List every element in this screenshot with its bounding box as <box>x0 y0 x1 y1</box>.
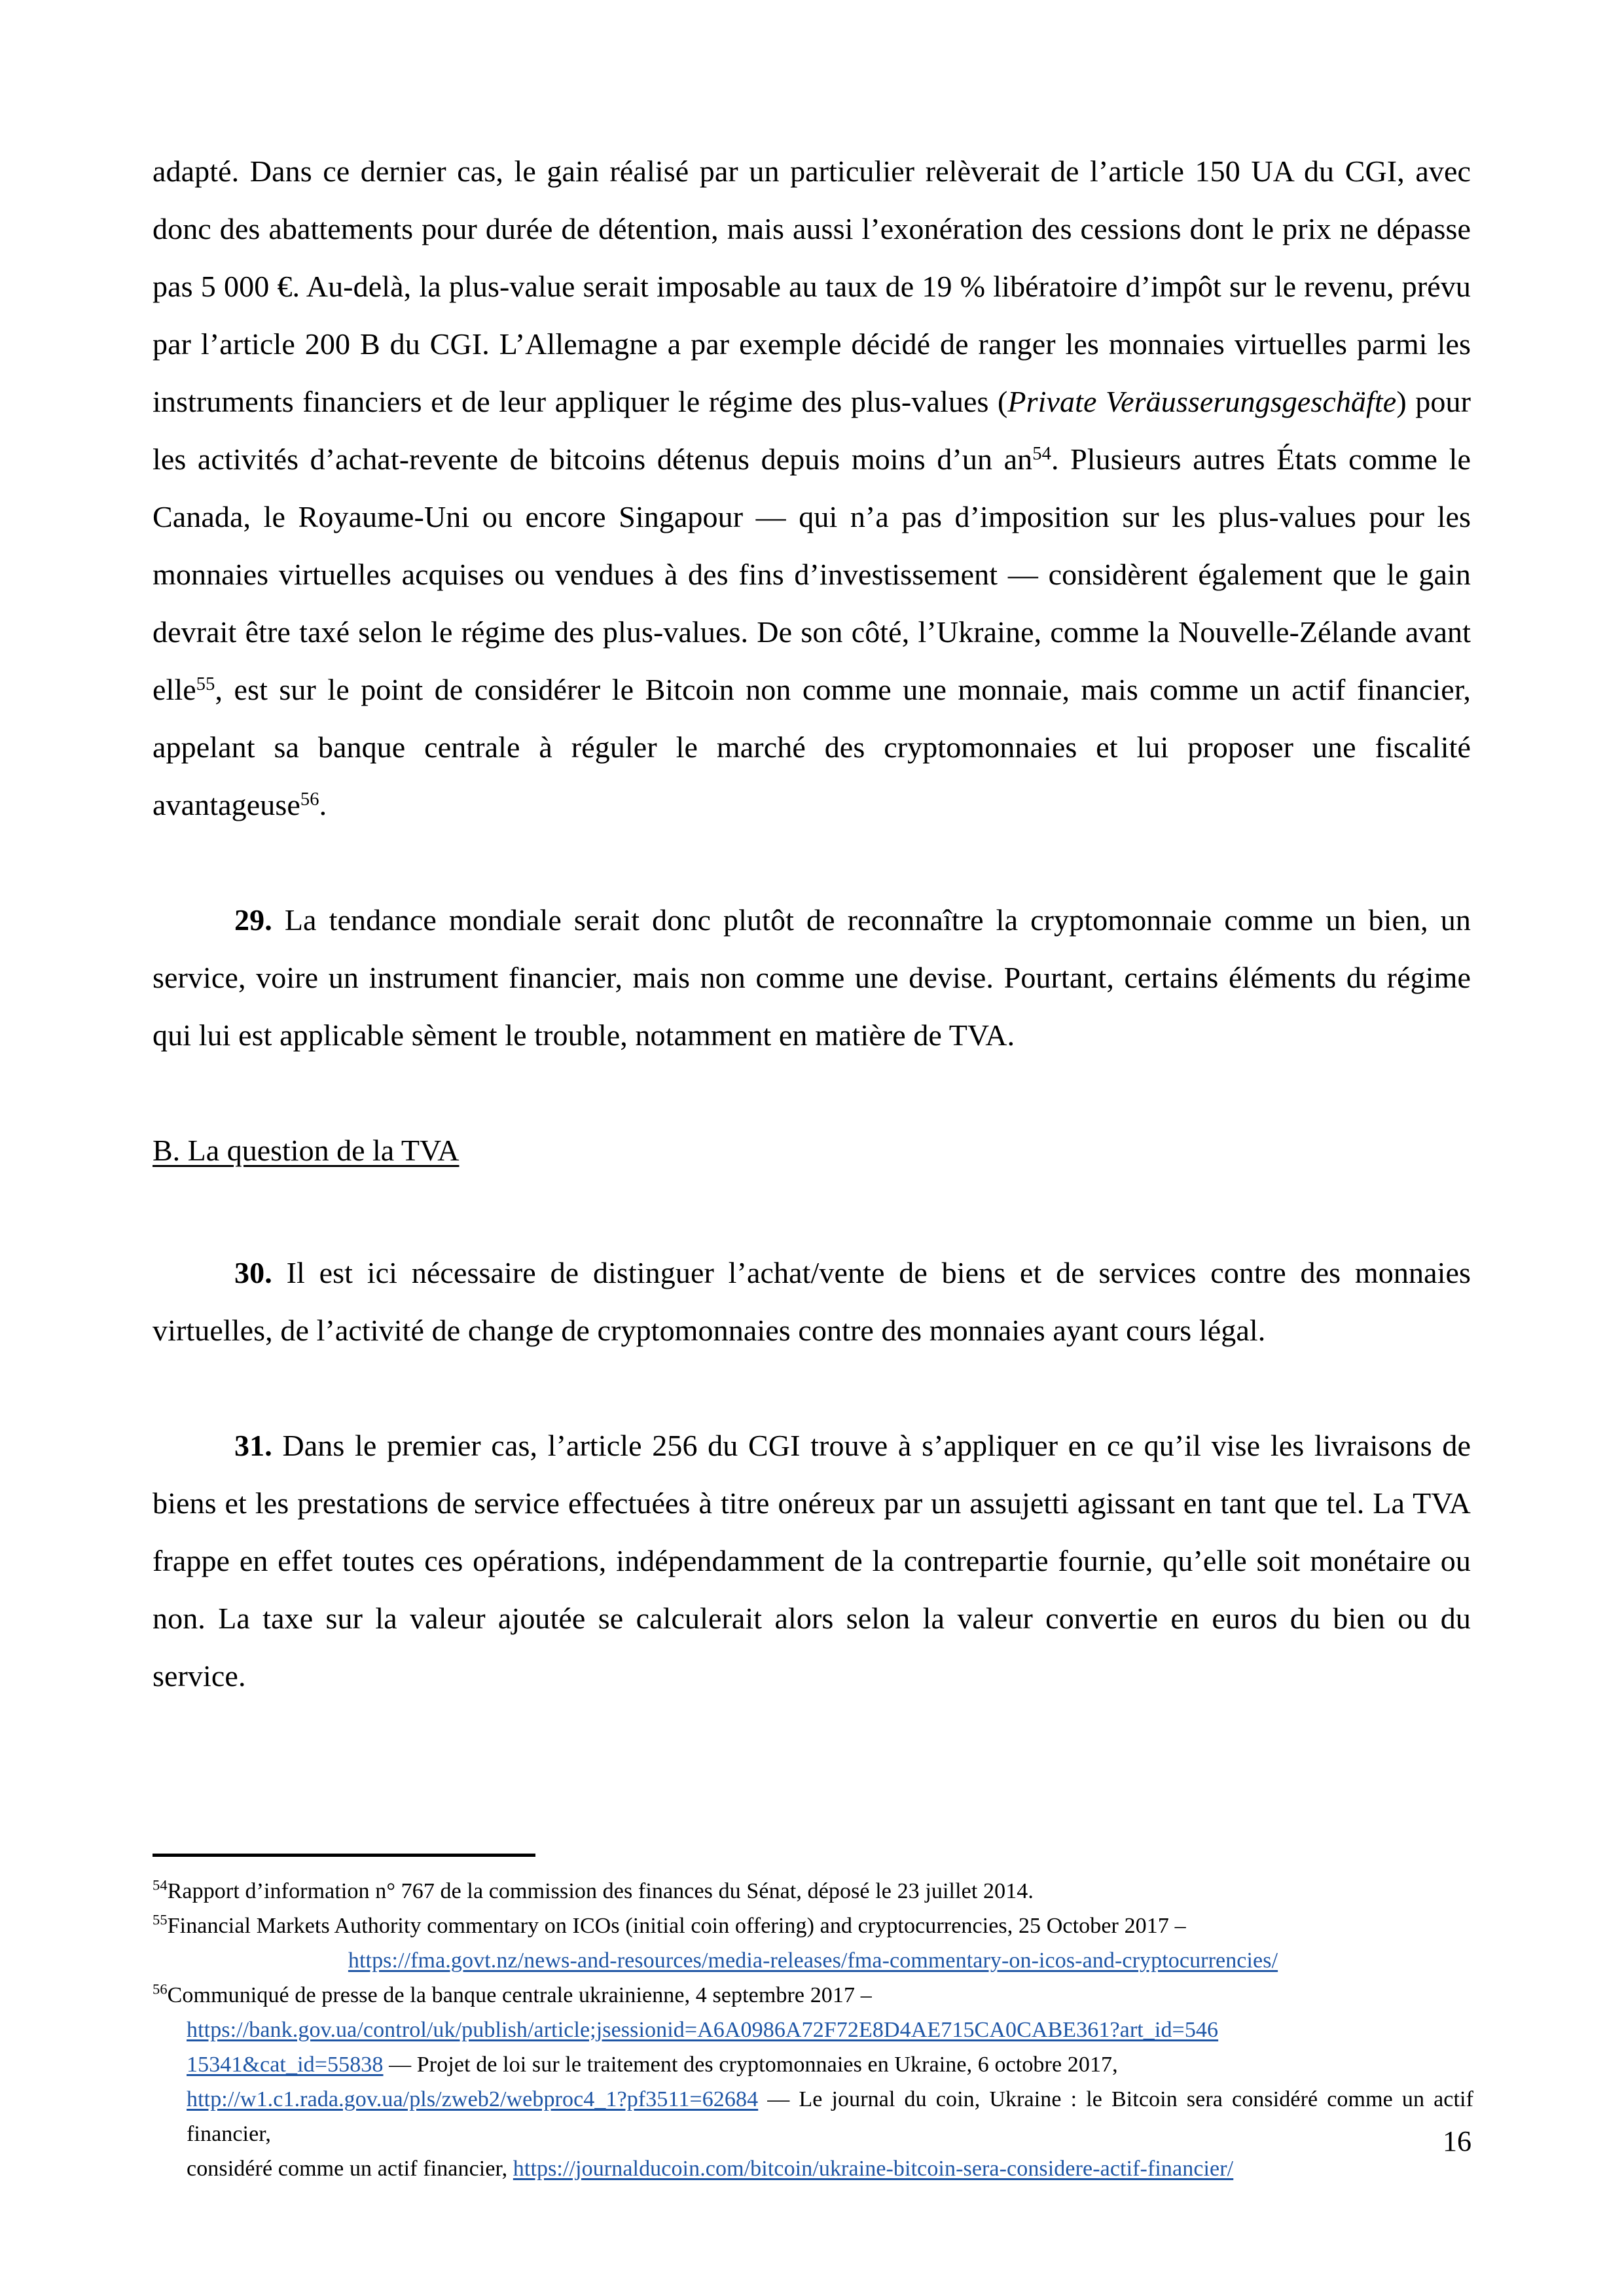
footnote-56-url-rada[interactable]: http://w1.c1.rada.gov.ua/pls/zweb2/webproc4_1?pf3511=62684 <box>187 2087 759 2111</box>
footnote-56-text-1: Communiqué de presse de la banque centrale ukrainienne, 4 septembre 2017 – <box>167 1983 872 2007</box>
footnote-marker-56: 56 <box>153 1981 168 1998</box>
section-heading-b: B. La question de la TVA <box>153 1134 460 1167</box>
footnote-56-line-1 <box>153 1978 1473 2013</box>
footnote-55-url-line <box>153 1943 1473 1978</box>
paragraph-number-30: 30. <box>234 1256 272 1289</box>
footnote-55 <box>153 1909 1473 1943</box>
footnote-56-line-4 <box>153 2151 1473 2186</box>
footnote-56-url-bank-part-1[interactable]: https://bank.gov.ua/control/uk/publish/article;jsessionid=A6A0986A72F72E8D4AE715CA0CABE361?art_id=546 <box>187 2018 1219 2042</box>
paragraph-spacer <box>153 1359 1471 1417</box>
paragraph-text-part-2: ) pour les activités d’achat-revente de bitcoins détenus depuis moins d’un an <box>153 385 1471 476</box>
footnote-54-text: Rapport d’information n° 767 de la commission des finances du Sénat, déposé le 23 juillet 2014. <box>167 1879 1034 1903</box>
footnote-ref-54[interactable]: 54 <box>1032 444 1051 465</box>
paragraph-spacer <box>153 1187 1471 1244</box>
paragraph-number-29: 29. <box>234 903 272 937</box>
footnote-56-url-journalducoin[interactable]: https://journalducoin.com/bitcoin/ukraine-bitcoin-sera-considere-actif-financier/ <box>513 2157 1234 2181</box>
paragraph-text-part-3: . Plusieurs autres États comme le Canada, le Royaume-Uni ou encore Singapour — qui n’a pas d’imposition sur les plus-values pour les monnaies virtuelles acquises ou vendues à des fins d’investissement — considèrent également que le gain devrait être taxé selon le régime des plus-values. De son côté, l’Ukraine, comme la Nouvelle-Zélande avant elle <box>153 442 1471 706</box>
paragraph-29-text: La tendance mondiale serait donc plutôt de reconnaître la cryptomonnaie comme un bien, un service, voire un instrument financier, mais non comme une devise. Pourtant, certains éléments du régime qui lui est applicable sèment le trouble, notamment en matière de TVA. <box>153 903 1471 1052</box>
footnote-56-line-2 <box>153 2047 1473 2082</box>
paragraph-31-text: Dans le premier cas, l’article 256 du CGI trouve à s’appliquer en ce qu’il vise les livraisons de biens et les prestations de service effectuées à titre onéreux par un assujetti agissant en tant que tel. La TVA frappe en effet toutes ces opérations, indépendamment de la contrepartie fournie, qu’elle soit monétaire ou non. La taxe sur la valeur ajoutée se calculerait alors selon la valeur convertie en euros du bien ou du service. <box>153 1429 1471 1693</box>
footnote-marker-54: 54 <box>153 1876 168 1893</box>
footnote-separator-rule <box>153 1854 535 1857</box>
paragraph-text-part-1: adapté. Dans ce dernier cas, le gain réalisé par un particulier relèverait de l’article 150 UA du CGI, avec donc des abattements pour durée de détention, mais aussi l’exonération des cessions dont le prix ne dépasse pas 5 000 €. Au-delà, la plus-value serait imposable au taux de 19 % libératoire d’impôt sur le revenu, prévu par l’article 200 B du CGI. L’Allemagne a par exemple décidé de ranger les monnaies virtuelles parmi les instruments financiers et de leur appliquer le régime des plus-values ( <box>153 154 1471 418</box>
paragraph-continuation <box>153 143 1471 834</box>
footnote-56-text-3: — Le journal du coin, Ukraine : le Bitcoin sera considéré comme un actif financier, <box>187 2087 1473 2146</box>
section-heading-wrapper <box>153 1122 1471 1187</box>
footnote-55-text: Financial Markets Authority commentary on ICOs (initial coin offering) and cryptocurrencies, 25 October 2017 – <box>167 1914 1186 1938</box>
paragraph-spacer <box>153 834 1471 891</box>
footnote-ref-55[interactable]: 55 <box>196 674 215 695</box>
footnote-56-text-4: considéré comme un actif financier, <box>187 2157 513 2181</box>
footnotes-area <box>153 1854 1473 2186</box>
footnote-55-url[interactable]: https://fma.govt.nz/news-and-resources/media-releases/fma-commentary-on-icos-and-cryptocurrencies/ <box>348 1948 1278 1973</box>
page-body-content <box>153 143 1471 1705</box>
footnote-56-line-3 <box>153 2082 1473 2151</box>
footnote-54 <box>153 1874 1473 1909</box>
footnote-56-text-2: — Projet de loi sur le traitement des cryptomonnaies en Ukraine, 6 octobre 2017, <box>383 2053 1118 2077</box>
footnote-56-url-1a-line <box>153 2013 1473 2047</box>
page-number: 16 <box>1443 2125 1471 2157</box>
german-legal-term: Private Veräusserungsgeschäfte <box>1007 385 1397 418</box>
paragraph-number-31: 31. <box>234 1429 272 1462</box>
paragraph-29 <box>153 891 1471 1064</box>
paragraph-text-part-4: , est sur le point de considérer le Bitcoin non comme une monnaie, mais comme un actif financier, appelant sa banque centrale à réguler le marché des cryptomonnaies et lui proposer une fiscalité avantageuse <box>153 673 1471 821</box>
paragraph-31 <box>153 1417 1471 1705</box>
footnote-marker-55: 55 <box>153 1911 168 1928</box>
paragraph-spacer <box>153 1064 1471 1122</box>
paragraph-text-part-5: . <box>319 788 327 821</box>
footnote-ref-56[interactable]: 56 <box>300 789 319 810</box>
footnote-56-url-bank-part-2[interactable]: 15341&cat_id=55838 <box>187 2053 384 2077</box>
paragraph-30-text: Il est ici nécessaire de distinguer l’achat/vente de biens et de services contre des monnaies virtuelles, de l’activité de change de cryptomonnaies contre des monnaies ayant cours légal. <box>153 1256 1471 1347</box>
paragraph-30 <box>153 1244 1471 1359</box>
